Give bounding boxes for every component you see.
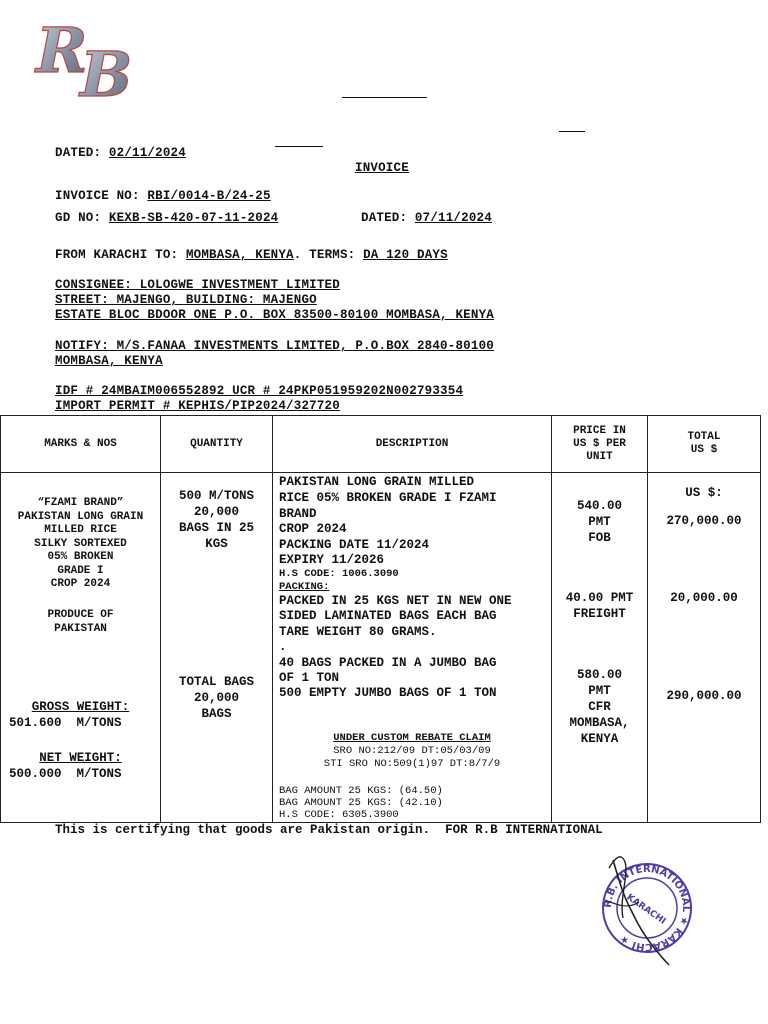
column-header-marks: MARKS & NOS xyxy=(1,416,161,473)
invoice-number: INVOICE NO: RBI/0014-B/24-25 xyxy=(55,189,271,203)
column-header-quantity: QUANTITY xyxy=(161,416,273,473)
produce-origin: PRODUCE OF PAKISTAN xyxy=(47,609,114,635)
description-cell xyxy=(273,473,552,823)
divider xyxy=(275,146,323,147)
total-freight: 20,000.00 xyxy=(670,591,738,605)
total-cfr: 290,000.00 xyxy=(666,689,742,703)
invoice-table xyxy=(0,415,761,823)
currency-label: US $: xyxy=(685,486,723,500)
notify-party: NOTIFY: M/S.FANAA INVESTMENTS LIMITED, P.O.BOX 2840-80100 xyxy=(55,339,494,353)
column-header-total: TOTAL US $ xyxy=(648,416,761,473)
idf-ucr: IDF # 24MBAIM006552892 UCR # 24PKP051959202N002793354 xyxy=(55,384,464,398)
certification-footer: This is certifying that goods are Pakistan origin. FOR R.B INTERNATIONAL xyxy=(55,823,603,837)
packing-label: PACKING: xyxy=(279,581,330,593)
price-cfr: 580.00 PMT CFR MOMBASA, KENYA xyxy=(569,668,630,746)
price-freight: 40.00 PMT FREIGHT xyxy=(565,591,634,621)
product-description: PAKISTAN LONG GRAIN MILLED RICE 05% BROKEN GRADE I FZAMI BRAND xyxy=(279,475,497,521)
company-stamp-icon xyxy=(585,840,710,970)
marks-list: “FZAMI BRAND” PAKISTAN LONG GRAIN MILLED RICE SILKY SORTEXED 05% BROKEN GRADE I CROP 2024 xyxy=(17,497,144,590)
hs-code: H.S CODE: 1006.3090 xyxy=(279,568,399,580)
quantity-cell xyxy=(161,473,273,823)
import-permit: IMPORT PERMIT # KEPHIS/PIP2024/327720 xyxy=(55,399,340,413)
table-row xyxy=(1,473,761,823)
net-weight-label: NET WEIGHT: xyxy=(39,751,122,765)
svg-text:R: R xyxy=(36,14,88,87)
quantity-amount: 500 M/TONS 20,000 BAGS IN 25 KGS xyxy=(178,489,254,551)
page-title: INVOICE xyxy=(355,161,409,175)
gross-weight-label: GROSS WEIGHT: xyxy=(31,700,130,714)
shipment-route: FROM KARACHI TO: MOMBASA, KENYA. TERMS: DA 120 DAYS xyxy=(55,248,448,262)
net-weight-value: 500.000 M/TONS xyxy=(9,767,122,781)
product-details: CROP 2024 PACKING DATE 11/2024 EXPIRY 11/2026 xyxy=(279,522,430,567)
total-fob: 270,000.00 xyxy=(666,514,742,528)
gd-date: DATED: 07/11/2024 xyxy=(361,211,492,225)
company-logo xyxy=(30,10,150,105)
svg-text:R.B. INTERNATIONAL ★ KARACHI ★: R.B. INTERNATIONAL ★ KARACHI ★ xyxy=(602,863,692,953)
svg-text:KARACHI: KARACHI xyxy=(624,892,668,927)
marks-cell xyxy=(1,473,161,823)
divider xyxy=(342,97,427,98)
consignee-address: ESTATE BLOC BDOOR ONE P.O. BOX 83500-80100 MOMBASA, KENYA xyxy=(55,308,494,322)
rebate-claim-title: UNDER CUSTOM REBATE CLAIM xyxy=(333,732,491,744)
column-header-description: DESCRIPTION xyxy=(273,416,552,473)
divider xyxy=(559,131,585,132)
gross-weight-value: 501.600 M/TONS xyxy=(9,716,122,730)
total-bags: TOTAL BAGS 20,000 BAGS xyxy=(178,675,254,721)
total-cell xyxy=(648,473,761,823)
bag-amounts: BAG AMOUNT 25 KGS: (64.50) BAG AMOUNT 25 KGS: (42.10) H.S CODE: 6305.3900 xyxy=(279,785,443,821)
price-cell xyxy=(552,473,648,823)
consignee-line: CONSIGNEE: LOLOGWE INVESTMENT LIMITED xyxy=(55,278,340,292)
packing-details: PACKED IN 25 KGS NET IN NEW ONE SIDED LAMINATED BAGS EACH BAG TARE WEIGHT 80 GRAMS. . 40 BAGS PACKED IN A JUMBO BAG OF 1 TON 500 EMPTY JUMBO BAGS OF 1 TON xyxy=(279,594,512,701)
notify-city: MOMBASA, KENYA xyxy=(55,354,163,368)
column-header-price: PRICE IN US $ PER UNIT xyxy=(552,416,648,473)
rebate-sro: SRO NO:212/09 DT:05/03/09 STI SRO NO:509(1)97 DT:8/7/9 xyxy=(323,745,501,770)
gd-number: GD NO: KEXB-SB-420-07-11-2024 xyxy=(55,211,279,225)
price-fob: 540.00 PMT FOB xyxy=(576,499,622,545)
table-header-row xyxy=(1,416,761,473)
svg-text:B: B xyxy=(80,38,133,105)
invoice-date: DATED: 02/11/2024 xyxy=(55,146,186,160)
consignee-street: STREET: MAJENGO, BUILDING: MAJENGO xyxy=(55,293,317,307)
